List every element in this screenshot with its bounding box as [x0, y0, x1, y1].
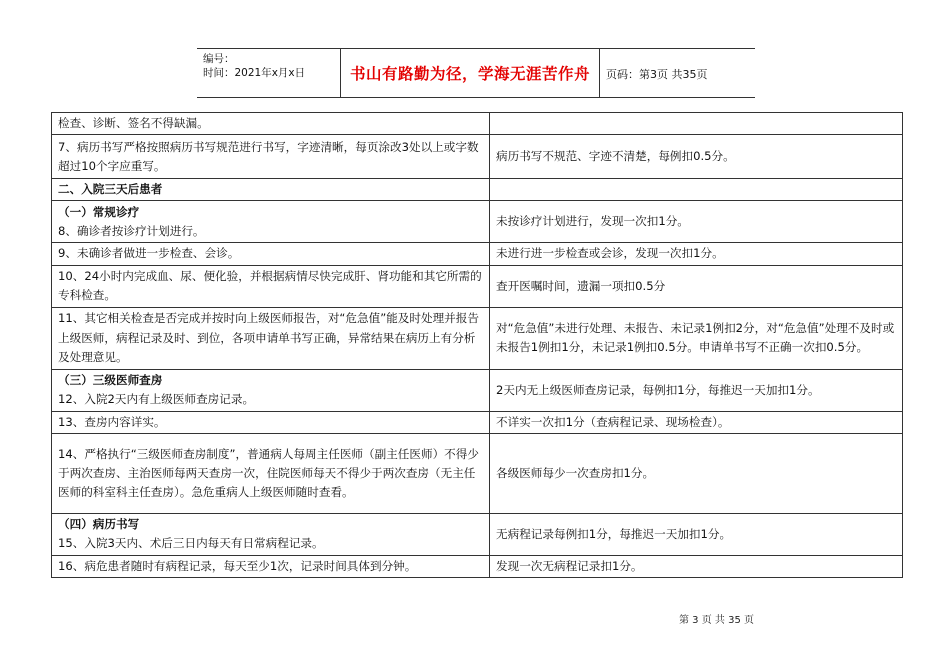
deduction-cell: 未进行进一步检查或会诊，发现一次扣1分。	[490, 243, 903, 265]
header-page-label: 页码：第3页 共35页	[606, 68, 708, 81]
criteria-cell	[52, 513, 490, 555]
table-row	[52, 179, 903, 201]
deduction-cell: 病历书写不规范、字迹不清楚，每例扣0.5分。	[490, 135, 903, 179]
deduction-cell: 未按诊疗计划进行，发现一次扣1分。	[490, 201, 903, 243]
table-row	[52, 201, 903, 243]
page-header	[197, 48, 755, 98]
subsection-heading: （四）病历书写	[58, 517, 140, 532]
table-row	[52, 411, 903, 433]
header-meta	[197, 49, 340, 97]
criteria-cell: 10、24小时内完成血、尿、便化验，并根据病情尽快完成肝、肾功能和其它所需的专科检查。	[52, 265, 490, 307]
page-footer: 第 3 页 共 35 页	[679, 615, 754, 626]
deduction-cell	[490, 113, 903, 135]
criteria-cell: 7、病历书写严格按照病历书写规范进行书写，字迹清晰，每页涂改3处以上或字数超过10个字应重写。	[52, 135, 490, 179]
table-row	[52, 243, 903, 265]
criteria-cell: 13、查房内容详实。	[52, 411, 490, 433]
table-row	[52, 135, 903, 179]
criteria-text: 12、入院2天内有上级医师查房记录。	[58, 392, 255, 407]
criteria-table	[51, 112, 903, 578]
deduction-cell: 不详实一次扣1分（查病程记录、现场检查）。	[490, 411, 903, 433]
table-row	[52, 433, 903, 513]
subsection-heading: （三）三级医师查房	[58, 372, 163, 387]
header-motto: 书山有路勤为径，学海无涯苦作舟	[349, 65, 590, 83]
table-row	[52, 113, 903, 135]
criteria-cell: 11、其它相关检查是否完成并按时向上级医师报告，对“危急值”能及时处理并报告上级医师，病程记录及时、到位，各项申请单书写正确，异常结果在病历上有分析及处理意见。	[52, 307, 490, 369]
subsection-heading: （一）常规诊疗	[58, 204, 140, 219]
deduction-cell: 2天内无上级医师查房记录，每例扣1分，每推迟一天加扣1分。	[490, 369, 903, 411]
criteria-cell	[52, 369, 490, 411]
section-heading: 二、入院三天后患者	[52, 179, 490, 201]
deduction-cell: 查开医嘱时间，遗漏一项扣0.5分	[490, 265, 903, 307]
criteria-cell: 16、病危患者随时有病程记录，每天至少1次，记录时间具体到分钟。	[52, 555, 490, 577]
criteria-cell: 检查、诊断、签名不得缺漏。	[52, 113, 490, 135]
table-row	[52, 307, 903, 369]
table-row	[52, 369, 903, 411]
deduction-cell: 对“危急值”未进行处理、未报告、未记录1例扣2分，对“危急值”处理不及时或未报告1例扣1分，未记录1例扣0.5分。申请单书写不正确一次扣0.5分。	[490, 307, 903, 369]
criteria-text: 8、确诊者按诊疗计划进行。	[58, 223, 205, 238]
time-label: 时间：2021年x月x日	[203, 67, 306, 79]
criteria-cell	[52, 201, 490, 243]
deduction-cell: 无病程记录每例扣1分，每推迟一天加扣1分。	[490, 513, 903, 555]
empty-cell	[490, 179, 903, 201]
deduction-cell: 发现一次无病程记录扣1分。	[490, 555, 903, 577]
number-label: 编号：	[203, 53, 235, 65]
header-divider	[599, 49, 600, 97]
table-row	[52, 265, 903, 307]
criteria-cell: 14、严格执行“三级医师查房制度”，普通病人每周主任医师（副主任医师）不得少于两次查房、主治医师每两天查房一次，住院医师每天不得少于两次查房（无主任医师的科室科主任查房）。急危重病人上级医师随时查看。	[52, 433, 490, 513]
table-row	[52, 555, 903, 577]
deduction-cell: 各级医师每少一次查房扣1分。	[490, 433, 903, 513]
table-row	[52, 513, 903, 555]
criteria-cell: 9、未确诊者做进一步检查、会诊。	[52, 243, 490, 265]
criteria-text: 15、入院3天内、术后三日内每天有日常病程记录。	[58, 536, 324, 551]
